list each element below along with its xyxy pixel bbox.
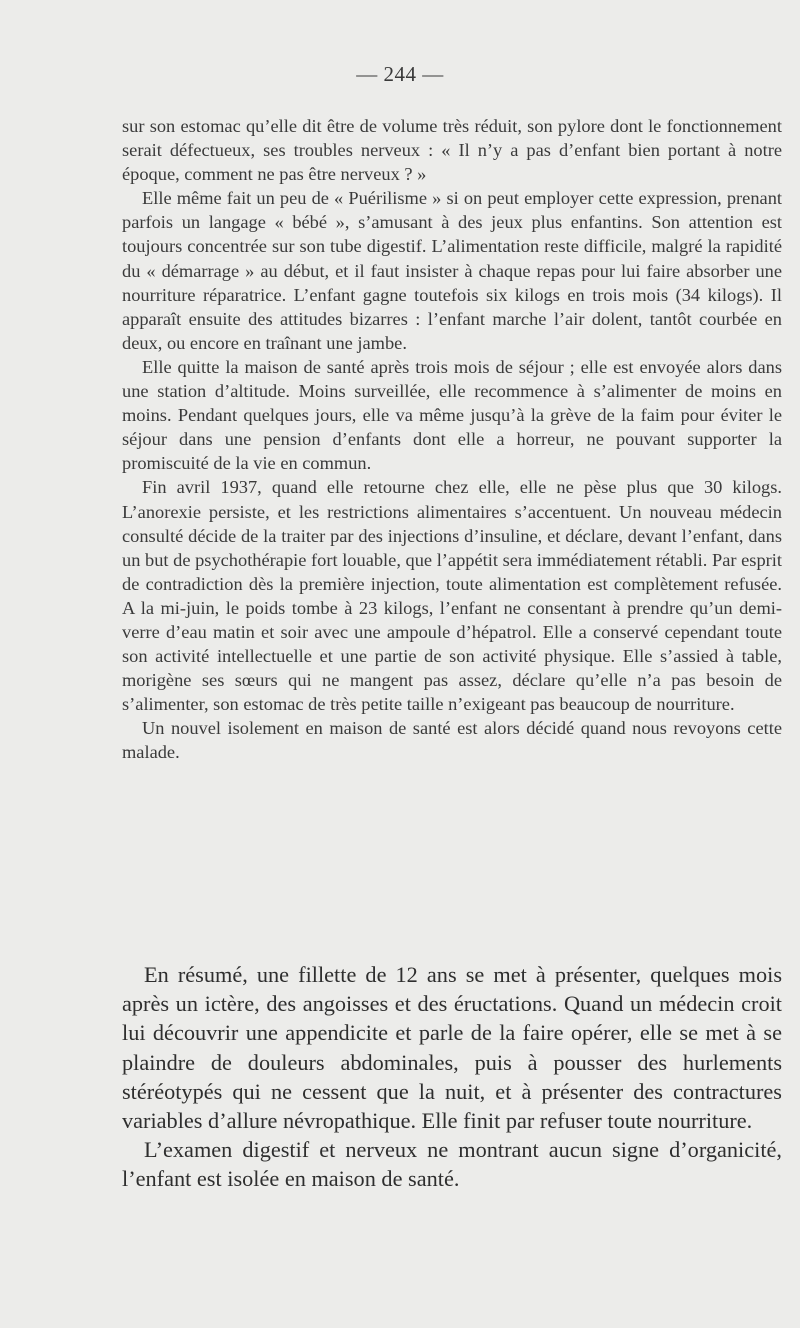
paragraph-insulin-treatment: Fin avril 1937, quand elle retourne chez elle, elle ne pèse plus que 30 kilogs. L’anorexie persiste, et les restrictions alimentaires s’accentuent. Un nouveau médecin consulté décide de la traiter par des injections d’insuline, et déclare, devant l’enfant, dans un but de psychothérapie fort louable, que l’appétit sera immédiatement rétabli. Par esprit de contradiction dès la première injection, toute alimentation est complètement refusée. A la mi-juin, le poids tombe à 23 kilogs, l’enfant ne consentant à prendre qu’un demi-verre d’eau matin et soir avec une ampoule d’hépatrol. Elle a conservé cependant toute son activité intellectuelle et une partie de son activité physique. Elle s’assied à table, morigène ses sœurs qui ne mangent pas assez, déclare qu’elle n’a pas besoin de s’alimenter, son estomac de très petite taille n’exigeant pas beaucoup de nourriture. (122, 477, 782, 715)
paragraph-puerilism: Elle même fait un peu de « Puérilisme » si on peut employer cette expression, prenant parfois un langage « bébé », s’amusant à des jeux plus enfantins. Son attention est toujours concentrée sur son tube digestif. L’alimentation reste difficile, malgré la rapidité du « démarrage » au début, et il faut insister à chaque repas pour lui faire absorber une nourriture réparatrice. L’enfant gagne toutefois six kilogs en trois mois (34 kilogs). Il apparaît ensuite des attitudes bizarres : l’enfant marche l’air dolent, tantôt courbée en deux, ou encore en traînant une jambe. (122, 188, 782, 353)
paragraph-altitude-station: Elle quitte la maison de santé après trois mois de séjour ; elle est envoyée alors dans une station d’altitude. Moins surveillée, elle recommence à s’alimenter de moins en moins. Pendant quelques jours, elle va même jusqu’à la grève de la faim pour éviter le séjour dans une pension d’enfants dont elle a horreur, ne pouvant supporter la promiscuité de la vie en commun. (122, 356, 782, 474)
case-summary (122, 960, 782, 1194)
case-narrative (122, 114, 782, 765)
paragraph-new-isolation: Un nouvel isolement en maison de santé est alors décidé quand nous revoyons cette malade. (122, 718, 782, 763)
paragraph-stomach-complaints: sur son estomac qu’elle dit être de volume très réduit, son pylore dont le fonctionnement serait défectueux, ses troubles nerveux : « Il n’y a pas d’enfant bien portant à notre époque, comment ne pas être nerveux ? » (122, 116, 782, 185)
summary-paragraph: En résumé, une fillette de 12 ans se met à présenter, quelques mois après un ictère, des angoisses et des éructations. Quand un médecin croit lui découvrir une appendicite et parle de la faire opérer, elle se met à se plaindre de douleurs abdominales, puis à pousser des hurlements stéréotypés qui ne cessent que la nuit, et à présenter des contractures variables d’allure névropathique. Elle finit par refuser toute nourriture. (122, 962, 782, 1134)
summary-conclusion: L’examen digestif et nerveux ne montrant aucun signe d’organicité, l’enfant est isolée en maison de santé. (122, 1137, 782, 1192)
page-number: — 244 — (356, 62, 444, 86)
